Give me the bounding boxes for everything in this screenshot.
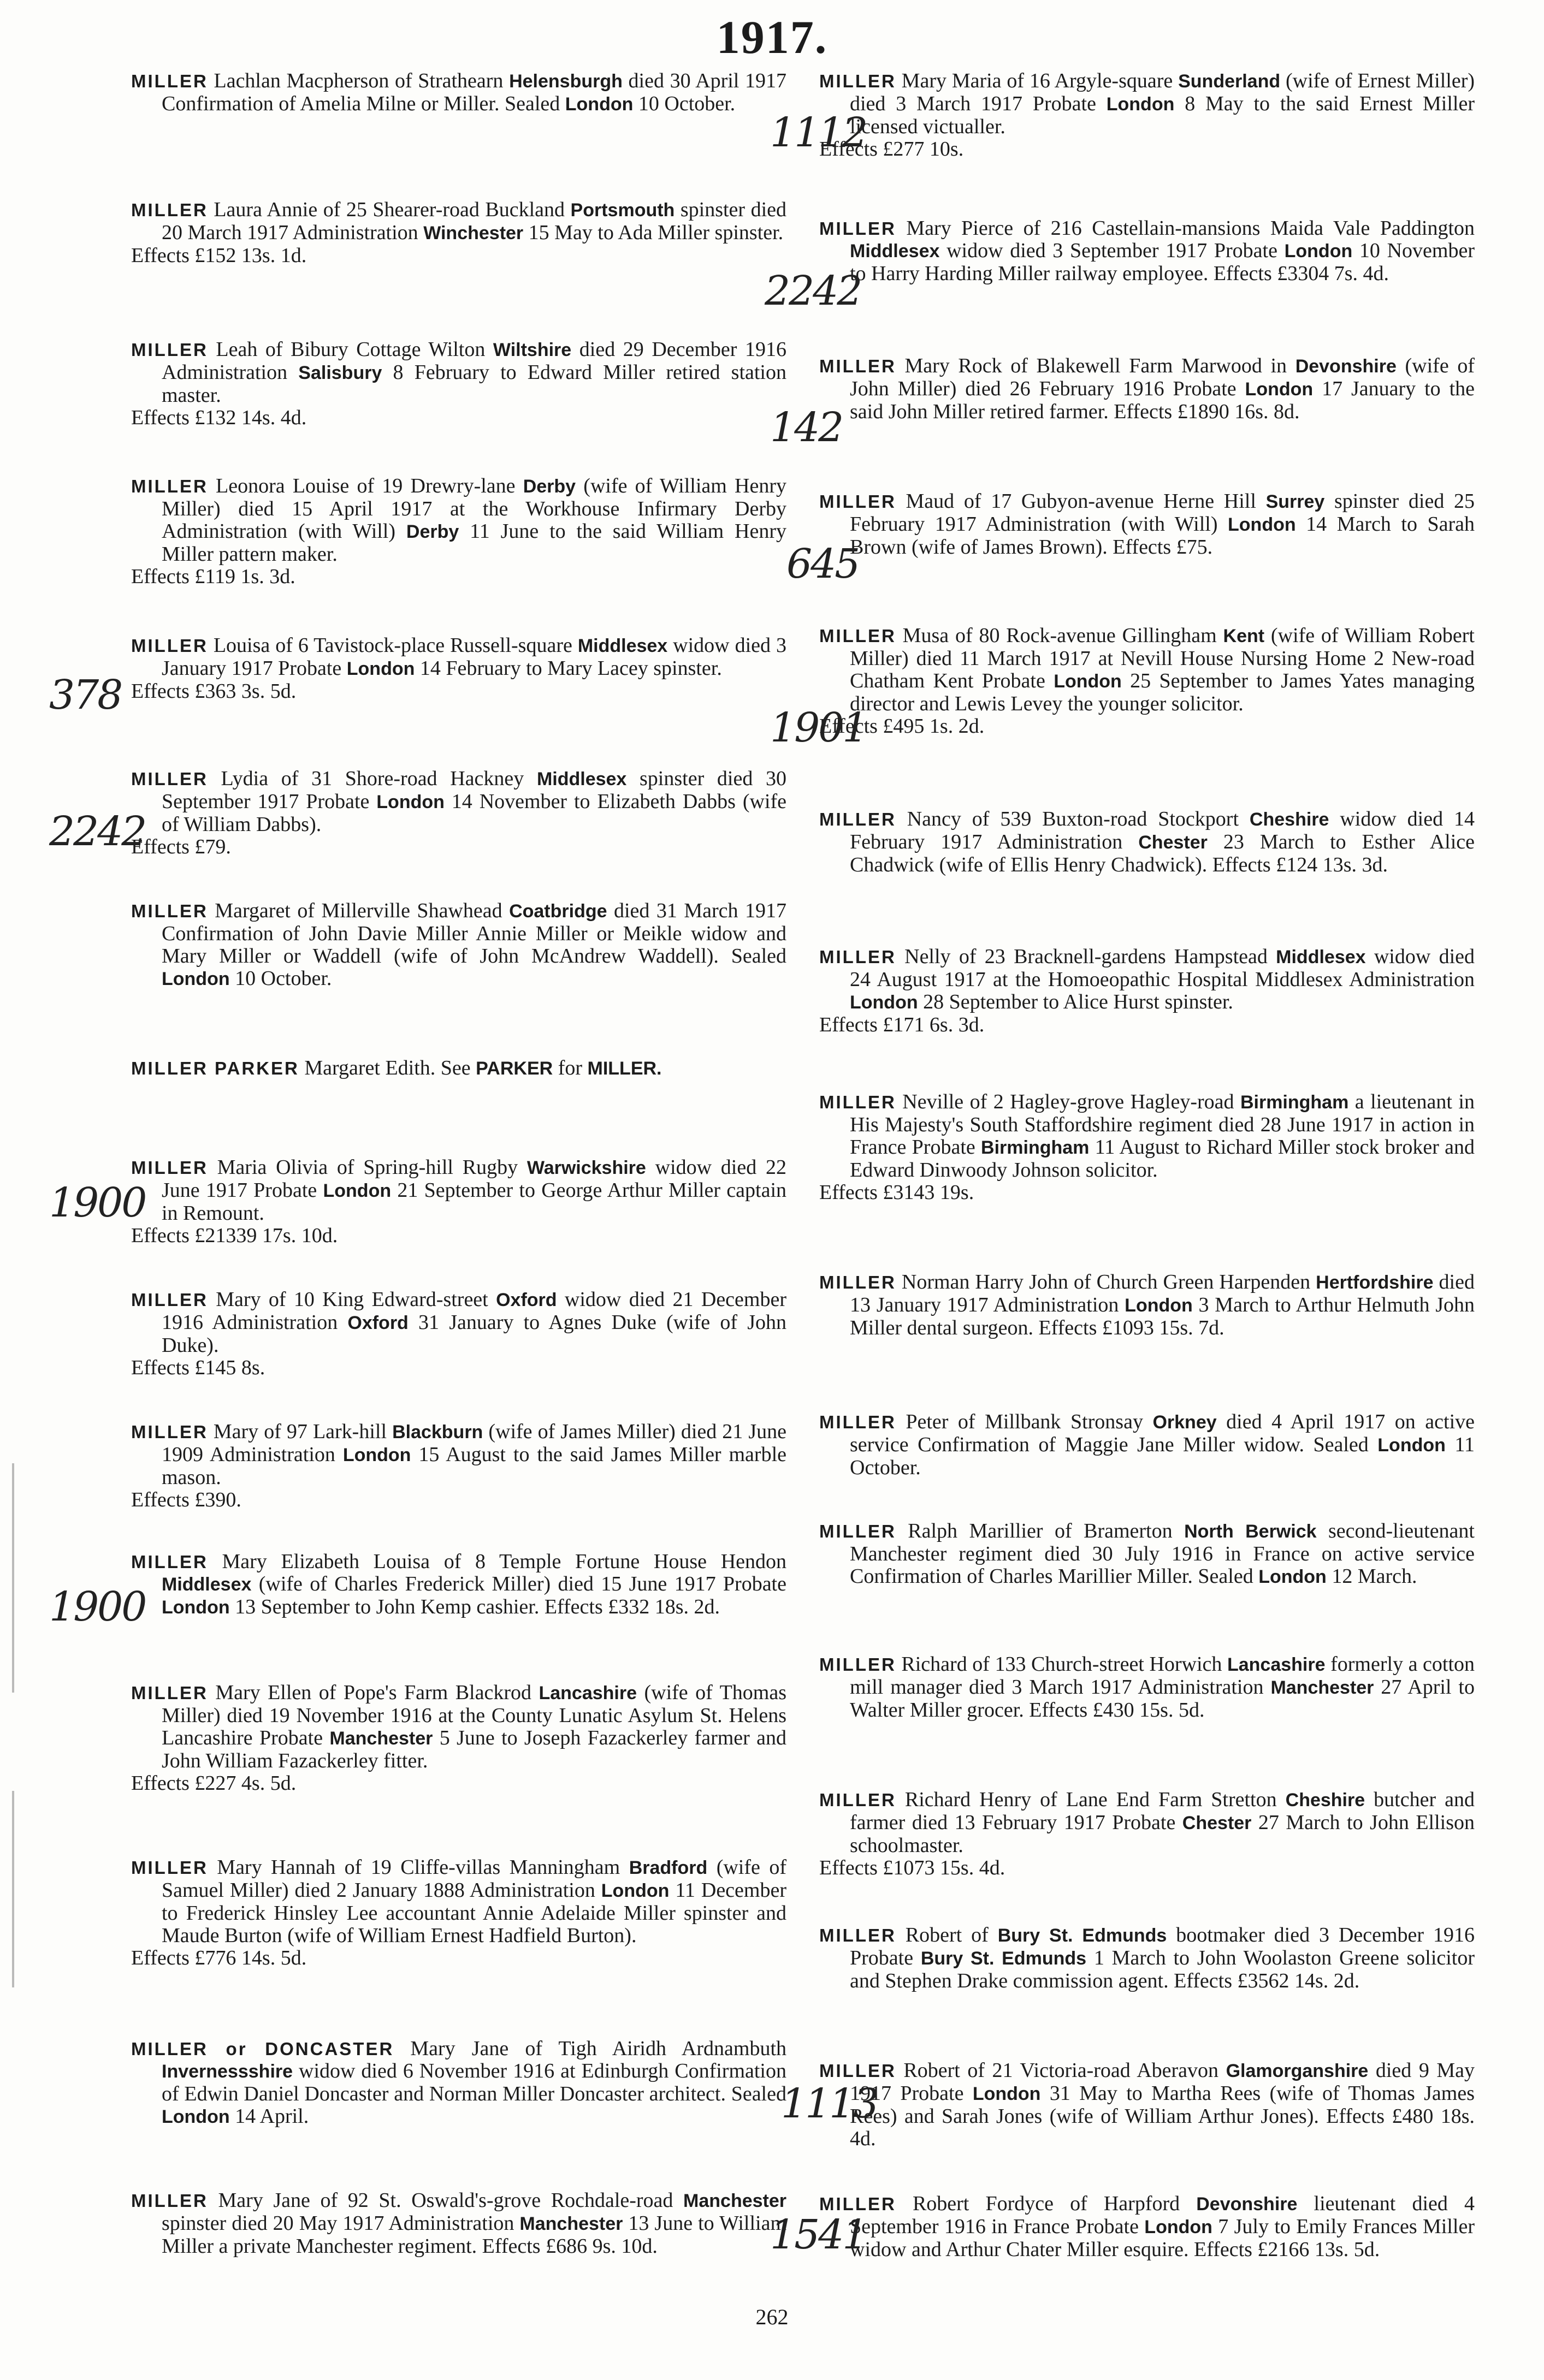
place-name: Lancashire [1227, 1654, 1326, 1675]
place-name: Manchester [329, 1728, 433, 1749]
place-name: Sunderland [1178, 71, 1281, 92]
place-name: London [565, 94, 634, 115]
probate-entry: MILLER Neville of 2 Hagley-grove Hagley-road Birmingham a lieutenant in His Majesty's South Staffordshire regiment died 28 June 1917 in action in France Probate Birmingham 11 August to Richard Miller stock broker and Edward Dinwoody Johnson solicitor. Effects £3143 19s. [819, 1090, 1475, 1204]
place-name: MILLER. [587, 1058, 662, 1079]
margin-note: 1112 [770, 109, 867, 156]
entry-surname: MILLER [819, 1272, 896, 1292]
entry-surname: MILLER PARKER [131, 1058, 299, 1078]
scan-edge-mark [12, 1463, 14, 1693]
place-name: Bury St. Edmunds [997, 1925, 1167, 1946]
probate-entry: MILLER Mary Maria of 16 Argyle-square Sunderland (wife of Ernest Miller) died 3 March 1917 Probate London 8 May to the said Ernest Miller licensed victualler. Effects £277 10s. [819, 69, 1475, 161]
probate-entry: MILLER Mary Pierce of 216 Castellain-mansions Maida Vale Paddington Middlesex widow died 3 September 1917 Probate London 10 November to Harry Harding Miller railway employee. Effects £3304 7s. 4d. [819, 217, 1475, 285]
probate-entry: MILLER Leah of Bibury Cottage Wilton Wiltshire died 29 December 1916 Administration Salisbury 8 February to Edward Miller retired station master. Effects £132 14s. 4d. [131, 338, 787, 429]
entry-surname: MILLER [131, 340, 208, 360]
place-name: London [162, 969, 230, 989]
entry-surname: MILLER [819, 1925, 896, 1945]
probate-entry: MILLER Lydia of 31 Shore-road Hackney Middlesex spinster died 30 September 1917 Probate London 14 November to Elizabeth Dabbs (wife of William Dabbs). Effects £79. [131, 767, 787, 858]
entry-surname: MILLER [819, 356, 896, 376]
probate-entry: MILLER Richard of 133 Church-street Horwich Lancashire formerly a cotton mill manager died 3 March 1917 Administration Manchester 27 April to Walter Miller grocer. Effects £430 15s. 5d. [819, 1653, 1475, 1722]
margin-note: 1541 [770, 2211, 867, 2258]
margin-note: 1900 [49, 1583, 146, 1630]
entry-effects: Effects £363 3s. 5d. [131, 680, 297, 703]
probate-entry: MILLER Robert Fordyce of Harpford Devonshire lieutenant died 4 September 1916 in France Probate London 7 July to Emily Frances Miller widow and Arthur Chater Miller esquire. Effects £2166 13s. 5d. [819, 2192, 1475, 2261]
margin-note: 142 [770, 404, 843, 451]
probate-entry: MILLER Mary Elizabeth Louisa of 8 Temple Fortune House Hendon Middlesex (wife of Charles Frederick Miller) died 15 June 1917 Probate London 13 September to John Kemp cashier. Effects £332 18s. 2d. [131, 1550, 786, 1618]
entry-surname: MILLER [819, 809, 896, 829]
place-name: Middlesex [577, 636, 668, 656]
place-name: Birmingham [1240, 1092, 1349, 1113]
entry-surname: MILLER [131, 769, 208, 789]
place-name: PARKER [476, 1058, 553, 1079]
place-name: Chester [1138, 832, 1208, 853]
margin-note: 1900 [49, 1179, 146, 1226]
entry-effects: Effects £3143 19s. [819, 1181, 974, 1204]
entry-surname: MILLER [131, 200, 208, 220]
entry-surname: MILLER [819, 71, 896, 91]
place-name: London [346, 658, 415, 679]
place-name: Helensburgh [509, 71, 623, 92]
entry-surname: MILLER [819, 491, 896, 512]
place-name: London [1106, 94, 1175, 115]
place-name: London [1245, 379, 1314, 400]
place-name: Devonshire [1295, 356, 1397, 377]
place-name: Lancashire [539, 1683, 637, 1704]
entry-surname: MILLER [819, 1412, 896, 1432]
entry-effects: Effects £277 10s. [819, 138, 964, 161]
probate-entry: MILLER Laura Annie of 25 Shearer-road Buckland Portsmouth spinster died 20 March 1917 Administration Winchester 15 May to Ada Miller spinster. Effects £152 13s. 1d. [131, 198, 786, 267]
probate-entry: MILLER Mary Jane of 92 St. Oswald's-grove Rochdale-road Manchester spinster died 20 May 1917 Administration Manchester 13 June to William Miller a private Manchester regiment. Effects £686 9s. 10d. [131, 2189, 786, 2258]
entry-surname: MILLER [131, 1552, 208, 1572]
place-name: Cheshire [1249, 809, 1329, 830]
place-name: Surrey [1265, 491, 1325, 512]
place-name: London [1377, 1435, 1446, 1456]
entry-surname: MILLER [819, 1654, 896, 1675]
entry-effects: Effects £79. [131, 835, 231, 858]
entry-surname: MILLER [131, 1290, 208, 1310]
entry-surname: MILLER [131, 1857, 208, 1878]
place-name: London [850, 992, 918, 1013]
place-name: London [162, 1597, 230, 1618]
entry-surname: MILLER [819, 947, 896, 967]
probate-entry: MILLER Nelly of 23 Bracknell-gardens Hampstead Middlesex widow died 24 August 1917 at the Homoeopathic Hospital Middlesex Administration London 28 September to Alice Hurst spinster. Effects £171 6s. 3d. [819, 945, 1475, 1036]
entry-effects: Effects £119 1s. 3d. [131, 565, 295, 588]
entry-surname: MILLER [819, 1790, 896, 1810]
entry-surname: MILLER [819, 1521, 896, 1541]
page-year: 1917. [716, 11, 828, 63]
probate-entry: MILLER Leonora Louise of 19 Drewry-lane Derby (wife of William Henry Miller) died 15 April 1917 at the Workhouse Infirmary Derby Administration (with Will) Derby 11 June to the said William Henry Miller pattern maker. Effects £119 1s. 3d. [131, 474, 787, 588]
place-name: Birmingham [981, 1137, 1090, 1158]
margin-note: 1901 [770, 704, 867, 751]
place-name: Derby [523, 476, 576, 497]
entry-surname: MILLER or DONCASTER [131, 2039, 394, 2059]
entry-surname: MILLER [131, 636, 208, 656]
probate-entry: MILLER Norman Harry John of Church Green Harpenden Hertfordshire died 13 January 1917 Administration London 3 March to Arthur Helmuth John Miller dental surgeon. Effects £1093 15s. 7d. [819, 1271, 1475, 1339]
place-name: London [1144, 2217, 1212, 2237]
place-name: London [1228, 514, 1296, 535]
place-name: London [376, 792, 445, 812]
place-name: Glamorganshire [1226, 2061, 1369, 2081]
place-name: London [1258, 1566, 1327, 1587]
entry-surname: MILLER [131, 901, 208, 921]
entry-surname: MILLER [819, 1092, 896, 1112]
probate-entry: MILLER Peter of Millbank Stronsay Orkney died 4 April 1917 on active service Confirmation of Maggie Jane Miller widow. Sealed London 11 October. [819, 1410, 1475, 1479]
entry-effects: Effects £390. [131, 1488, 241, 1511]
entry-effects: Effects £171 6s. 3d. [819, 1013, 985, 1036]
margin-note: 645 [786, 541, 859, 587]
place-name: London [1284, 241, 1353, 262]
place-name: London [1125, 1295, 1193, 1316]
place-name: Blackburn [392, 1422, 483, 1443]
entry-surname: MILLER [131, 476, 208, 496]
entry-surname: MILLER [131, 1158, 208, 1178]
place-name: London [323, 1180, 392, 1201]
probate-entry: MILLER Musa of 80 Rock-avenue Gillingham Kent (wife of William Robert Miller) died 11 March 1917 at Nevill House Nursing Home 2 New-road Chatham Kent Probate London 25 September to James Yates managing director and Lewis Levey the younger solicitor. Effects £495 1s. 2d. [819, 624, 1475, 738]
place-name: Kent [1223, 626, 1265, 646]
entry-effects: Effects £776 14s. 5d. [131, 1946, 307, 1969]
probate-entry: MILLER Mary of 10 King Edward-street Oxford widow died 21 December 1916 Administration Oxford 31 January to Agnes Duke (wife of John Duke). Effects £145 8s. [131, 1288, 786, 1379]
margin-note: 378 [49, 672, 122, 719]
probate-entry: MILLER Mary Rock of Blakewell Farm Marwood in Devonshire (wife of John Miller) died 26 February 1916 Probate London 17 January to the said John Miller retired farmer. Effects £1890 16s. 8d. [819, 354, 1475, 423]
place-name: Manchester [683, 2191, 786, 2211]
place-name: London [972, 2084, 1041, 2104]
entry-surname: MILLER [131, 1422, 208, 1442]
entry-effects: Effects £132 14s. 4d. [131, 406, 307, 429]
entry-effects: Effects £227 4s. 5d. [131, 1772, 297, 1795]
place-name: North Berwick [1184, 1521, 1317, 1542]
probate-entry: MILLER Robert of Bury St. Edmunds bootmaker died 3 December 1916 Probate Bury St. Edmunds 1 March to John Woolaston Greene solicitor and Stephen Drake commission agent. Effects £3562 14s. 2d. [819, 1924, 1475, 1992]
place-name: London [1054, 671, 1122, 692]
entry-effects: Effects £495 1s. 2d. [819, 715, 985, 738]
place-name: Middlesex [162, 1574, 252, 1595]
probate-entry: MILLER or DONCASTER Mary Jane of Tigh Airidh Ardnambuth Invernessshire widow died 6 November 1916 at Edinburgh Confirmation of Edwin Daniel Doncaster and Norman Miller Doncaster architect. Sealed London 14 April. [131, 2037, 786, 2128]
place-name: Oxford [496, 1290, 557, 1310]
probate-entry: MILLER Nancy of 539 Buxton-road Stockport Cheshire widow died 14 February 1917 Administration Chester 23 March to Esther Alice Chadwick (wife of Ellis Henry Chadwick). Effects £124 13s. 3d. [819, 808, 1475, 876]
place-name: Cheshire [1285, 1790, 1365, 1811]
place-name: Oxford [347, 1313, 409, 1333]
place-name: Hertfordshire [1316, 1272, 1434, 1293]
probate-entry: MILLER Louisa of 6 Tavistock-place Russell-square Middlesex widow died 3 January 1917 Probate London 14 February to Mary Lacey spinster. Effects £363 3s. 5d. [131, 634, 786, 703]
probate-entry: MILLER Margaret of Millerville Shawhead Coatbridge died 31 March 1917 Confirmation of John Davie Miller Annie Miller or Meikle widow and Mary Miller or Waddell (wife of John McAndrew Waddell). Sealed London 10 October. [131, 899, 786, 990]
place-name: Coatbridge [509, 901, 607, 922]
entry-effects: Effects £152 13s. 1d. [131, 244, 307, 267]
place-name: Portsmouth [570, 200, 675, 221]
probate-entry: MILLER Mary Ellen of Pope's Farm Blackrod Lancashire (wife of Thomas Miller) died 19 November 1916 at the County Lunatic Asylum St. Helens Lancashire Probate Manchester 5 June to Joseph Fazackerley farmer and John William Fazackerley fitter. Effects £227 4s. 5d. [131, 1681, 786, 1795]
entry-surname: MILLER [131, 71, 208, 91]
entry-surname: MILLER [131, 2191, 208, 2211]
entry-effects: Effects £145 8s. [131, 1356, 265, 1379]
place-name: London [601, 1880, 670, 1901]
probate-entry: MILLER Richard Henry of Lane End Farm Stretton Cheshire butcher and farmer died 13 February 1917 Probate Chester 27 March to John Ellison schoolmaster. Effects £1073 15s. 4d. [819, 1788, 1475, 1879]
place-name: Middlesex [1276, 947, 1366, 968]
probate-entry: MILLER Maria Olivia of Spring-hill Rugby Warwickshire widow died 22 June 1917 Probate London 21 September to George Arthur Miller captain in Remount. Effects £21339 17s. 10d. [131, 1156, 787, 1247]
margin-note: 2242 [765, 268, 861, 314]
place-name: Orkney [1152, 1412, 1217, 1433]
scan-edge-mark [12, 1791, 14, 1987]
margin-note: 1113 [781, 2080, 878, 2127]
probate-entry: MILLER Ralph Marillier of Bramerton North Berwick second-lieutenant Manchester regiment died 30 July 1916 in France on active service Confirmation of Charles Marillier Miller. Sealed London 12 March. [819, 1520, 1475, 1588]
place-name: Middlesex [850, 241, 940, 262]
entry-effects: Effects £21339 17s. 10d. [131, 1224, 338, 1247]
place-name: Salisbury [298, 363, 382, 383]
entry-surname: MILLER [131, 1683, 208, 1703]
place-name: Bradford [629, 1857, 708, 1878]
place-name: Manchester [1270, 1677, 1374, 1698]
place-name: Chester [1182, 1813, 1252, 1833]
probate-entry: MILLER Lachlan Macpherson of Strathearn Helensburgh died 30 April 1917 Confirmation of Amelia Milne or Miller. Sealed London 10 October. [131, 69, 787, 115]
entry-effects: Effects £1073 15s. 4d. [819, 1856, 1005, 1879]
place-name: London [162, 2106, 230, 2127]
probate-entry: MILLER Robert of 21 Victoria-road Aberavon Glamorganshire died 9 May 1917 Probate London 31 May to Martha Rees (wife of Thomas James Rees) and Sarah Jones (wife of William Arthur Jones). Effects £480 18s. 4d. [819, 2059, 1475, 2150]
place-name: Winchester [423, 223, 524, 244]
place-name: Derby [406, 521, 459, 542]
place-name: Middlesex [536, 769, 627, 790]
place-name: Wiltshire [493, 340, 572, 360]
place-name: Invernessshire [162, 2061, 293, 2082]
entry-surname: MILLER [819, 2194, 896, 2214]
probate-entry: MILLER Maud of 17 Gubyon-avenue Herne Hill Surrey spinster died 25 February 1917 Administration (with Will) London 14 March to Sarah Brown (wife of James Brown). Effects £75. [819, 490, 1475, 559]
place-name: Warwickshire [527, 1158, 646, 1178]
entry-surname: MILLER [819, 2061, 896, 2081]
probate-entry: MILLER Mary of 97 Lark-hill Blackburn (wife of James Miller) died 21 June 1909 Administration London 15 August to the said James Miller marble mason. Effects £390. [131, 1420, 787, 1511]
entry-surname: MILLER [819, 626, 896, 646]
place-name: Devonshire [1196, 2194, 1298, 2215]
probate-entry: MILLER Mary Hannah of 19 Cliffe-villas Manningham Bradford (wife of Samuel Miller) died 2 January 1888 Administration London 11 December to Frederick Hinsley Lee accountant Annie Adelaide Miller spinster and Maude Burton (wife of William Ernest Hadfield Burton). Effects £776 14s. 5d. [131, 1856, 786, 1969]
place-name: London [342, 1445, 411, 1465]
place-name: Manchester [519, 2213, 623, 2234]
probate-entry: MILLER PARKER Margaret Edith. See PARKER for MILLER. [131, 1057, 662, 1079]
margin-note: 2242 [49, 808, 146, 855]
place-name: Bury St. Edmunds [920, 1948, 1087, 1969]
page-number: 262 [755, 2305, 789, 2329]
entry-surname: MILLER [819, 218, 896, 239]
